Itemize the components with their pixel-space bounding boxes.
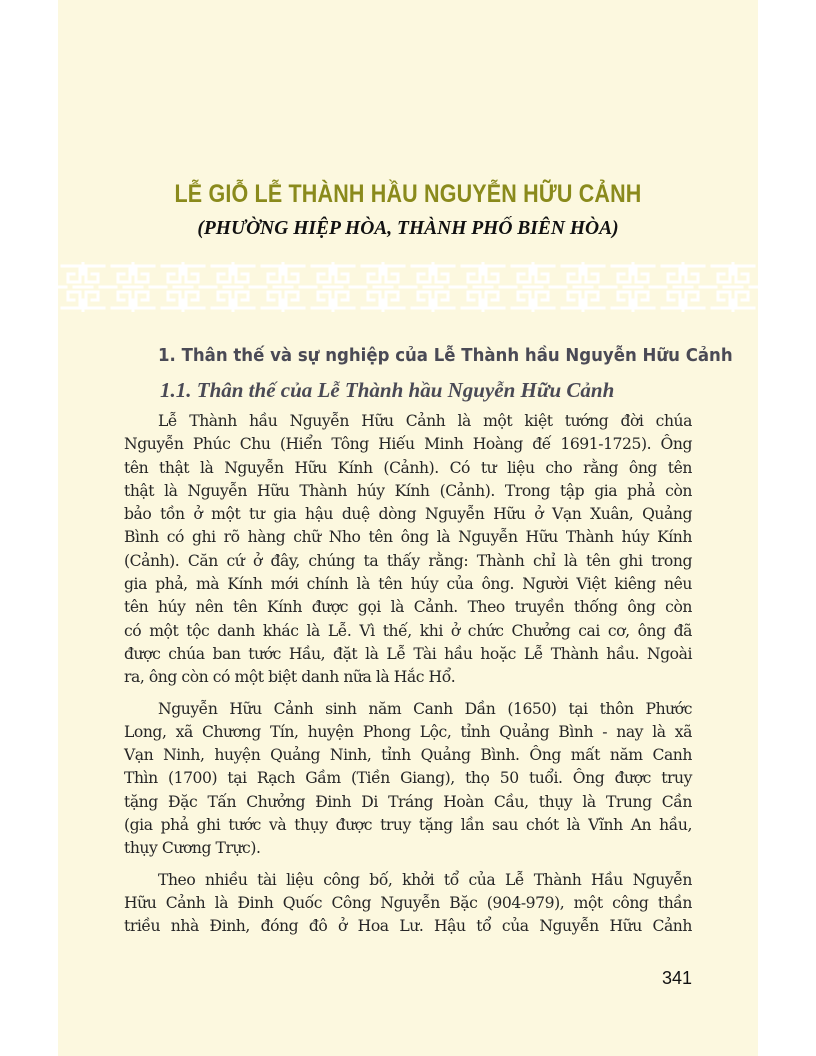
decorative-border-ornament <box>58 262 758 312</box>
text-line: gia phả, mà Kính mới chính là tên húy của ông. Người Việt kiêng nêu <box>124 575 692 594</box>
body-text <box>124 410 692 947</box>
text-line: Bình có ghi rõ hàng chữ Nho tên ông là Nguyễn Hữu Thành húy Kính <box>124 528 692 547</box>
text-line: (gia phả ghi tước và thụy được truy tặng lần sau chót là Vĩnh An hầu, <box>124 816 692 835</box>
text-line: thụy Cương Trực). <box>124 839 261 858</box>
text-line: tặng Đặc Tấn Chưởng Đinh Di Tráng Hoàn Cầu, thụy là Trung Cần <box>124 792 692 811</box>
page-subtitle: (PHƯỜNG HIỆP HÒA, THÀNH PHỐ BIÊN HÒA) <box>197 218 619 239</box>
section-heading: 1. Thân thế và sự nghiệp của Lễ Thành hầu Nguyễn Hữu Cảnh <box>158 345 733 366</box>
page-number: 341 <box>661 968 692 988</box>
text-line: Long, xã Chương Tín, huyện Phong Lộc, tỉnh Quảng Bình - nay là xã <box>124 722 692 741</box>
text-line: Nguyễn Phúc Chu (Hiển Tông Hiếu Minh Hoàng đế 1691-1725). Ông <box>124 435 692 454</box>
text-line: triều nhà Đinh, đóng đô ở Hoa Lư. Hậu tổ của Nguyễn Hữu Cảnh <box>124 917 692 936</box>
text-line: Lễ Thành hầu Nguyễn Hữu Cảnh là một kiệt tướng đời chúa <box>158 412 692 430</box>
text-line: ra, ông còn có một biệt danh nữa là Hắc Hổ. <box>124 668 456 687</box>
text-line: có một tộc danh khác là Lễ. Vì thế, khi ở chức Chưởng cai cơ, ông đã <box>124 621 692 640</box>
text-line: thật là Nguyễn Hữu Thành húy Kính (Cảnh). Trong tập gia phả còn <box>124 481 692 500</box>
text-line: được chúa ban tước Hầu, đặt là Lễ Tài hầu hoặc Lễ Thành hầu. Ngoài <box>124 644 692 663</box>
paragraph <box>124 410 692 690</box>
text-line: tên thật là Nguyễn Hữu Kính (Cảnh). Có tư liệu cho rằng ông tên <box>124 458 692 477</box>
text-line: tên húy nên tên Kính được gọi là Cảnh. Theo truyền thống ông còn <box>124 598 692 617</box>
text-line: (Cảnh). Căn cứ ở đây, chúng ta thấy rằng: Thành chỉ là tên ghi trong <box>124 551 692 570</box>
text-line: Vạn Ninh, huyện Quảng Ninh, tỉnh Quảng Bình. Ông mất năm Canh <box>124 746 692 765</box>
text-line: Theo nhiều tài liệu công bố, khởi tổ của Lễ Thành Hầu Nguyễn <box>158 870 692 889</box>
page-title: LỄ GIỖ LỄ THÀNH HẦU NGUYỄN HỮU CẢNH <box>174 180 642 208</box>
paragraph <box>124 869 692 939</box>
text-line: Thìn (1700) tại Rạch Gầm (Tiền Giang), thọ 50 tuổi. Ông được truy <box>124 769 692 788</box>
paragraph <box>124 698 692 861</box>
text-line: Hữu Cảnh là Đinh Quốc Công Nguyễn Bặc (904-979), một công thần <box>124 893 692 912</box>
text-line: bảo tồn ở một tư gia hậu duệ dòng Nguyễn Hữu ở Vạn Xuân, Quảng <box>124 505 692 524</box>
subsection-heading: 1.1. Thân thế của Lễ Thành hầu Nguyễn Hữu Cảnh <box>160 378 615 402</box>
text-line: Nguyễn Hữu Cảnh sinh năm Canh Dần (1650) tại thôn Phước <box>158 699 692 718</box>
